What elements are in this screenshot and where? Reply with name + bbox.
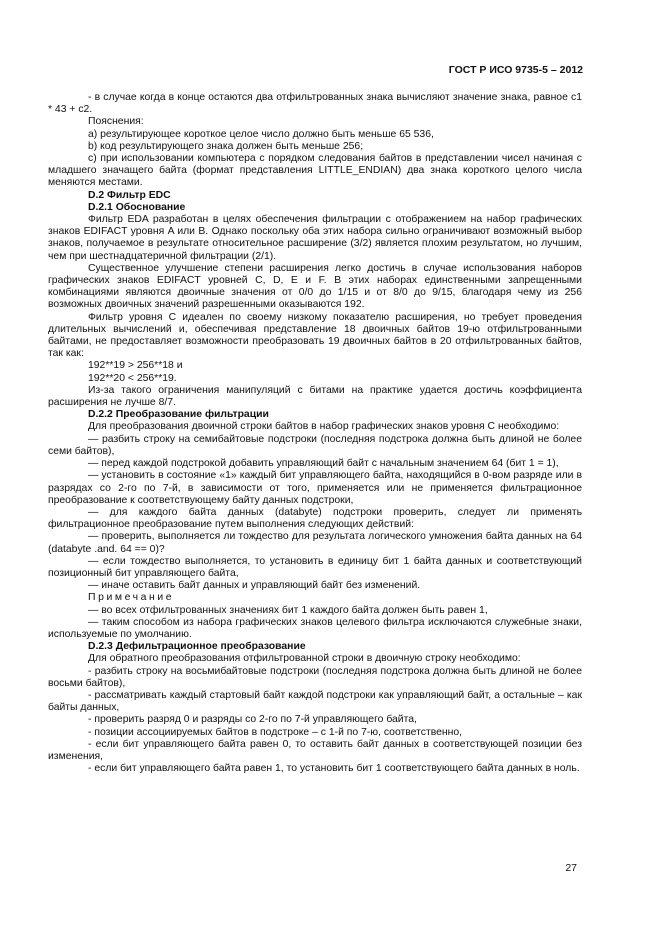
document-header: ГОСТ Р ИСО 9735-5 – 2012	[448, 64, 583, 76]
list-item: - рассматривать каждый стартовый байт каждой подстроки как управляющий байт, а остальные – как байты данных,	[48, 689, 582, 714]
list-item: — для каждого байта данных (databyte) подстроки проверить, следует ли применять фильтрационное преобразование путем выполнения следующих действий:	[48, 506, 582, 531]
list-item: — если тождество выполняется, то установить в единицу бит 1 байта данных и соответствующий позиционный бит управляющего байта,	[48, 555, 582, 579]
list-item: — установить в состояние «1» каждый бит управляющего байта, находящийся в 0-вом разряде или в разрядах со 2-го по 7-й, в зависимости от того, применяется или не применяется фильтрационное преобразование к соответствующему байту данных подстроки,	[48, 470, 582, 506]
formula-line: 192**20 < 256**19.	[88, 372, 177, 384]
list-item: - проверить разряд 0 и разряды со 2-го по 7-й управляющего байта,	[88, 714, 417, 726]
page-number: 27	[565, 862, 577, 874]
subsection-heading: D.2.1 Обоснование	[88, 201, 186, 213]
paragraph: Для преобразования двоичной строки байтов в набор графических знаков уровня С необходимо:	[88, 421, 560, 433]
paragraph: - в случае когда в конце остаются два отфильтрованных знака вычисляют значение знака, равное с1 * 43 + с2.	[48, 92, 582, 116]
document-body	[48, 92, 582, 775]
list-item: — разбить строку на семибайтовые подстроки (последняя подстрока должна быть длиной не более семи байтов),	[48, 433, 582, 457]
paragraph: Существенное улучшение степени расширения легко достичь в случае использования наборов графических знаков EDIFACT уровней C, D, E и F. В этих наборах единственными запрещенными комбинациями являются двоичные значения от 0/0 до 1/15 и от 8/0 до 9/15, благодаря чему из 256 возможных двоичных значений разрешенными оказываются 192.	[48, 262, 582, 311]
list-item: - если бит управляющего байта равен 1, то установить бит 1 соответствующего байта данных в ноль.	[88, 763, 580, 775]
list-item: - если бит управляющего байта равен 0, то оставить байт данных в соответствующей позиции без изменения,	[48, 738, 582, 762]
paragraph: Фильтр уровня С идеален по своему низкому показателю расширения, но требует проведения длительных вычислений и, обеспечивая представление 18 двоичных байтов 19-ю отфильтрованными байтами, не предоставляет возможности преобразовать 19 двоичных байтов в 20 отфильтрованных байтов, так как:	[48, 311, 582, 360]
list-item: c) при использовании компьютера с порядком следования байтов в представлении чисел начиная с младшего значащего байта (формат представления LITTLE_ENDIAN) два знака короткого целого числа меняются местами.	[48, 153, 582, 189]
list-item: - позиции ассоциируемых байтов в подстроке – с 1-й по 7-ю, соответственно,	[88, 726, 463, 738]
list-item: — проверить, выполняется ли тождество для результата логического умножения байта данных на 64 (databyte .and. 64 == 0)?	[48, 531, 582, 555]
list-item: b) код результирующего знака должен быть меньше 256;	[88, 140, 364, 152]
paragraph: Из-за такого ограничения манипуляций с битами на практике удается достичь коэффициента расширения не лучше 8/7.	[48, 384, 582, 409]
formula-line: 192**19 > 256**18 и	[88, 360, 183, 372]
subsection-heading: D.2.2 Преобразование фильтрации	[88, 409, 269, 421]
list-item: — во всех отфильтрованных значениях бит 1 каждого байта должен быть равен 1,	[88, 604, 488, 616]
paragraph: Для обратного преобразования отфильтрованной строки в двоичную строку необходимо:	[88, 653, 521, 665]
note-label: Примечание	[88, 592, 175, 604]
list-item: - разбить строку на восьмибайтовые подстроки (последняя подстрока должна быть длиной не более восьми байтов),	[48, 665, 582, 689]
list-item: — перед каждой подстрокой добавить управляющий байт с начальным значением 64 (бит 1 = 1),	[88, 458, 559, 470]
subsection-heading: D.2.3 Дефильтрационное преобразование	[88, 641, 306, 653]
paragraph: Пояснения:	[88, 116, 144, 128]
list-item: — таким способом из набора графических знаков целевого фильтра исключаются служебные знаки, используемые по умолчанию.	[48, 616, 582, 640]
list-item: — иначе оставить байт данных и управляющий байт без изменений.	[88, 580, 421, 592]
paragraph: Фильтр EDA разработан в целях обеспечения фильтрации с отображением на набор графических знаков EDIFACT уровня A или B. Однако поскольку оба этих набора сильно ограничивают возможный выбор знаков, получаемое в результате относительное расширение (3/2) является плохим результатом, но лучшим, чем при шестнадцатеричной фильтрации (2/1).	[48, 214, 582, 262]
list-item: a) результирующее короткое целое число должно быть меньше 65 536,	[88, 128, 434, 140]
section-heading: D.2 Фильтр EDC	[88, 189, 171, 201]
